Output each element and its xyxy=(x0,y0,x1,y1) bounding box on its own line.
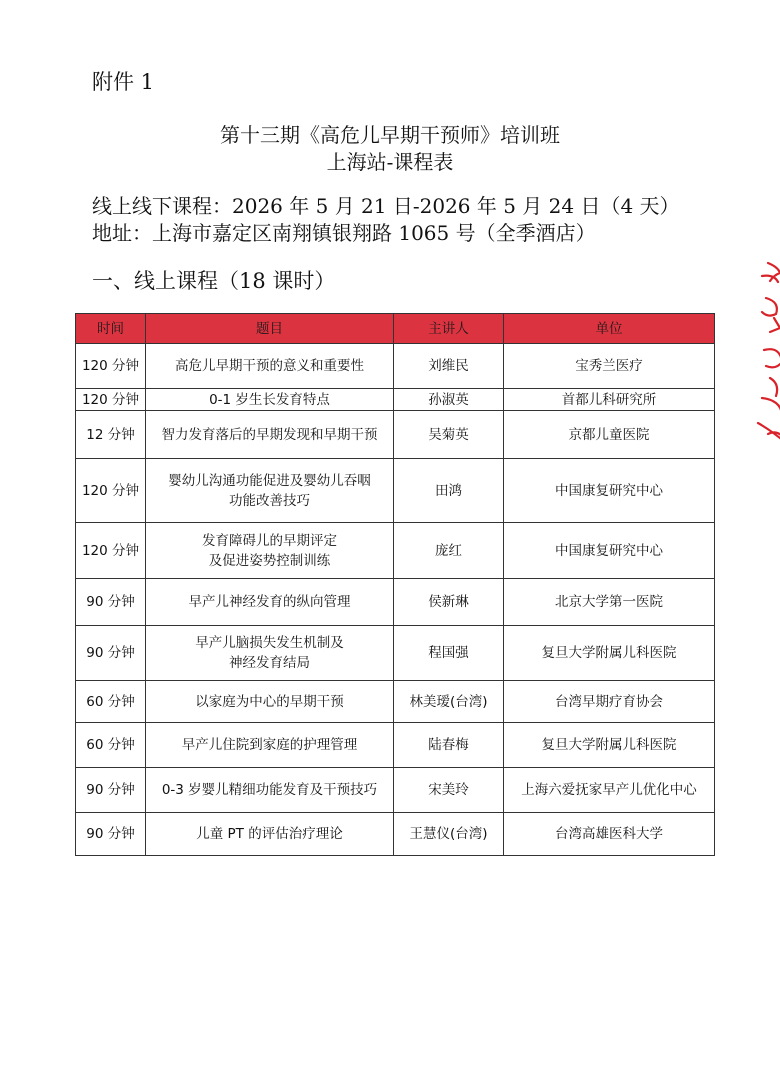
cell-unit: 复旦大学附属儿科医院 xyxy=(504,723,715,768)
page-subtitle: 上海站-课程表 xyxy=(326,150,454,174)
cell-unit: 中国康复研究中心 xyxy=(504,459,715,523)
cell-time: 120 分钟 xyxy=(76,459,146,523)
cell-unit: 北京大学第一医院 xyxy=(504,579,715,626)
cell-time: 90 分钟 xyxy=(76,768,146,813)
header-unit: 单位 xyxy=(504,314,715,344)
cell-unit: 京都儿童医院 xyxy=(504,411,715,459)
cell-topic: 早产儿神经发育的纵向管理 xyxy=(146,579,394,626)
cell-unit: 中国康复研究中心 xyxy=(504,523,715,579)
cell-topic: 儿童 PT 的评估治疗理论 xyxy=(146,813,394,856)
cell-speaker: 孙淑英 xyxy=(394,389,504,411)
cell-speaker: 宋美玲 xyxy=(394,768,504,813)
page-title: 第十三期《高危儿早期干预师》培训班 xyxy=(220,123,560,147)
cell-time: 90 分钟 xyxy=(76,579,146,626)
cell-speaker: 林美瑷(台湾) xyxy=(394,681,504,723)
cell-topic: 高危儿早期干预的意义和重要性 xyxy=(146,344,394,389)
cell-time: 60 分钟 xyxy=(76,723,146,768)
cell-time: 120 分钟 xyxy=(76,344,146,389)
cell-unit: 台湾早期疗育协会 xyxy=(504,681,715,723)
schedule-table xyxy=(75,313,715,856)
cell-topic: 0-3 岁婴儿精细功能发育及干预技巧 xyxy=(146,768,394,813)
table-row xyxy=(76,523,715,579)
table-row xyxy=(76,681,715,723)
cell-unit: 首都儿科研究所 xyxy=(504,389,715,411)
course-dates: 线上线下课程：2026 年 5 月 21 日-2026 年 5 月 24 日（4 天） xyxy=(92,194,680,218)
cell-speaker: 吴菊英 xyxy=(394,411,504,459)
cell-time: 12 分钟 xyxy=(76,411,146,459)
header-topic: 题目 xyxy=(146,314,394,344)
cell-topic-line1: 婴幼儿沟通功能促进及婴幼儿吞咽 xyxy=(168,472,371,489)
table-row xyxy=(76,389,715,411)
header-time: 时间 xyxy=(76,314,146,344)
table-row xyxy=(76,768,715,813)
attachment-label: 附件 1 xyxy=(92,70,155,94)
table-row xyxy=(76,626,715,681)
table-row xyxy=(76,459,715,523)
cell-speaker: 程国强 xyxy=(394,626,504,681)
red-seal-stamp xyxy=(748,258,780,448)
cell-speaker: 陆春梅 xyxy=(394,723,504,768)
table-row xyxy=(76,813,715,856)
cell-topic-line2: 及促进姿势控制训练 xyxy=(208,552,331,569)
cell-time: 60 分钟 xyxy=(76,681,146,723)
header-speaker: 主讲人 xyxy=(394,314,504,344)
table-row xyxy=(76,579,715,626)
cell-topic: 早产儿住院到家庭的护理管理 xyxy=(146,723,394,768)
cell-unit: 复旦大学附属儿科医院 xyxy=(504,626,715,681)
cell-topic: 0-1 岁生长发育特点 xyxy=(146,389,394,411)
cell-topic xyxy=(146,626,394,681)
cell-time: 120 分钟 xyxy=(76,523,146,579)
cell-topic: 以家庭为中心的早期干预 xyxy=(146,681,394,723)
cell-time: 90 分钟 xyxy=(76,626,146,681)
cell-unit: 宝秀兰医疗 xyxy=(504,344,715,389)
cell-speaker: 庞红 xyxy=(394,523,504,579)
cell-topic xyxy=(146,523,394,579)
cell-topic-line2: 神经发育结局 xyxy=(229,655,310,671)
cell-speaker: 田鸿 xyxy=(394,459,504,523)
table-header-row xyxy=(76,314,715,344)
cell-topic-line1: 早产儿脑损失发生机制及 xyxy=(195,635,344,651)
cell-time: 120 分钟 xyxy=(76,389,146,411)
cell-unit: 台湾高雄医科大学 xyxy=(504,813,715,856)
cell-speaker: 刘维民 xyxy=(394,344,504,389)
cell-speaker: 侯新琳 xyxy=(394,579,504,626)
cell-topic: 智力发育落后的早期发现和早期干预 xyxy=(146,411,394,459)
cell-time: 90 分钟 xyxy=(76,813,146,856)
cell-topic-line1: 发育障碍儿的早期评定 xyxy=(202,532,337,549)
table-row xyxy=(76,411,715,459)
table-row xyxy=(76,723,715,768)
cell-speaker: 王慧仪(台湾) xyxy=(394,813,504,856)
cell-unit: 上海六爱抚家早产儿优化中心 xyxy=(504,768,715,813)
course-address: 地址：上海市嘉定区南翔镇银翔路 1065 号（全季酒店） xyxy=(92,221,596,245)
table-row xyxy=(76,344,715,389)
section-heading: 一、线上课程（18 课时） xyxy=(92,269,336,293)
cell-topic xyxy=(146,459,394,523)
cell-topic-line2: 功能改善技巧 xyxy=(229,492,310,509)
